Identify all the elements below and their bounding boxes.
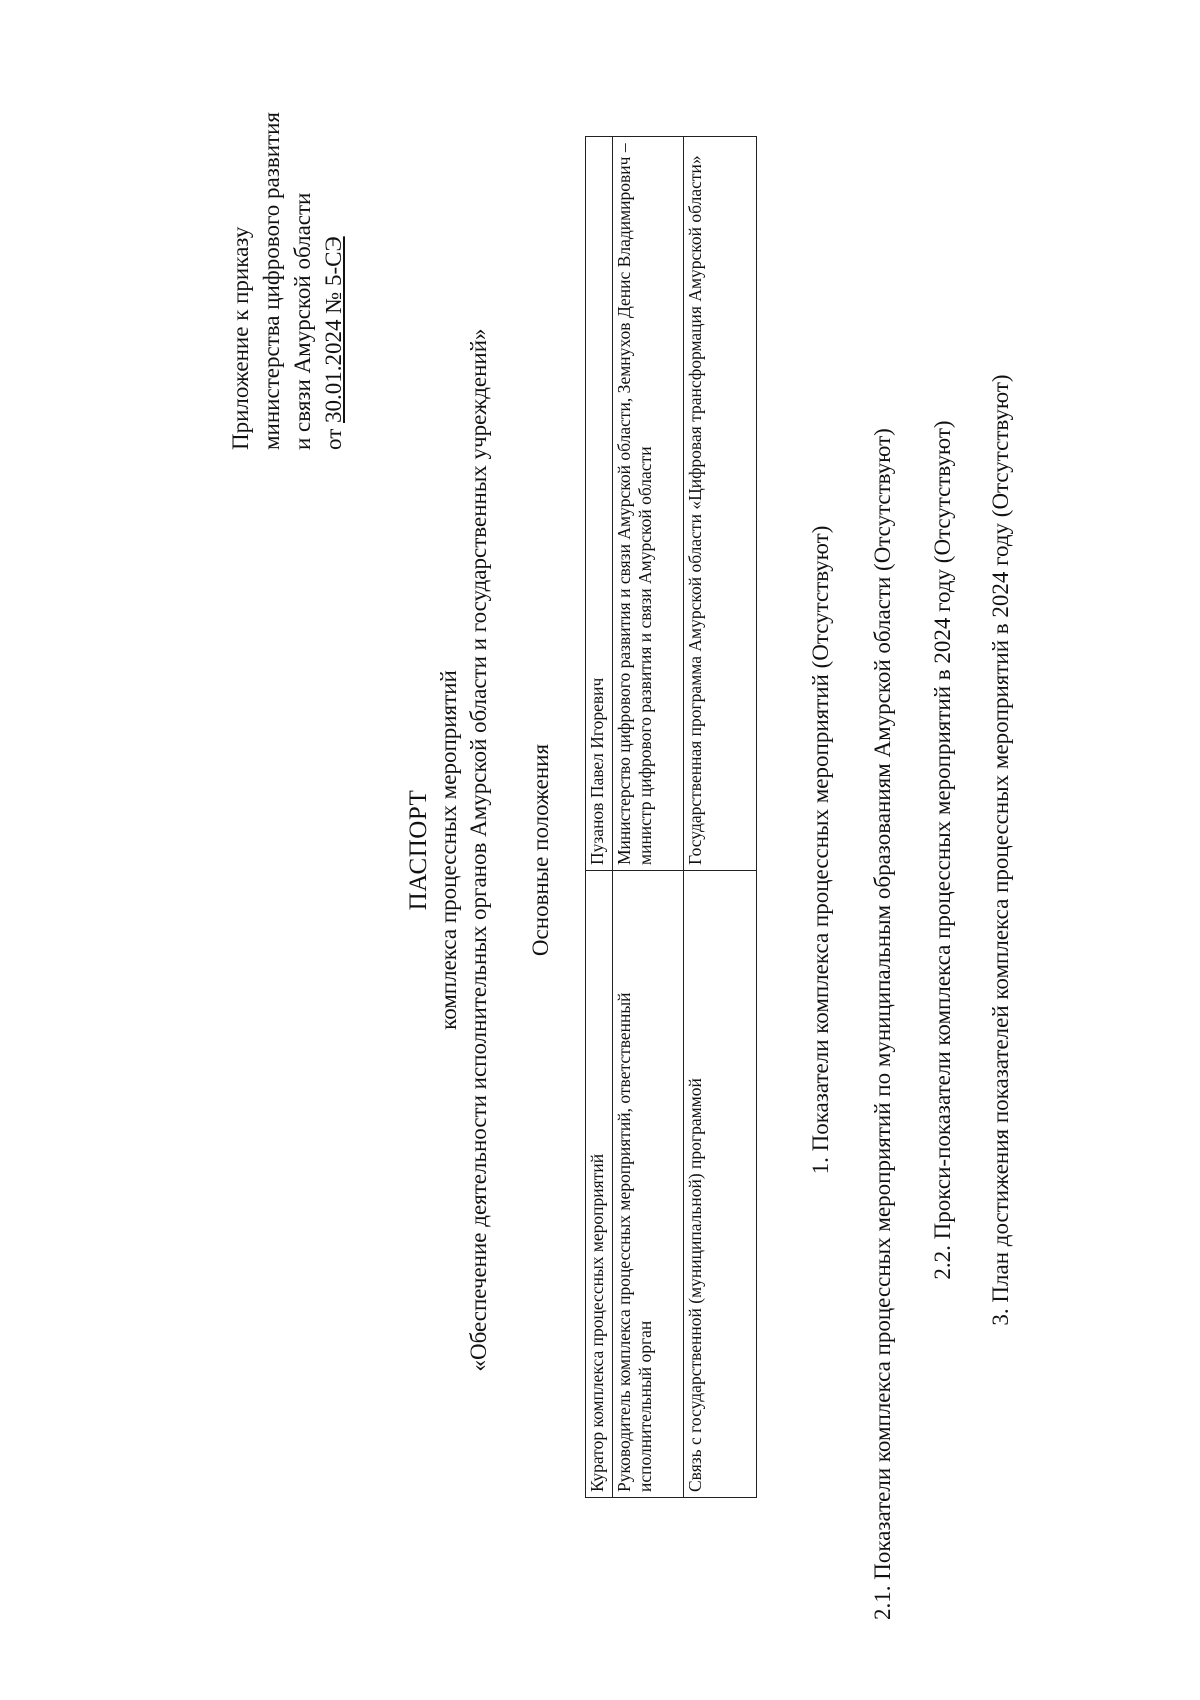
section-2-1-heading: 2.1. Показатели комплекса процессных мероприятий по муниципальным образованиям Амурской области (Отсутствуют) — [870, 428, 895, 1620]
table-cell-value: Пузанов Павел Игоревич — [586, 137, 613, 871]
page-title: ПАСПОРТ — [405, 789, 432, 911]
approval-date-prefix: от — [321, 423, 346, 450]
section-2-2-heading: 2.2. Прокси-показатели комплекса процессных мероприятий в 2024 году (Отсутствуют) — [930, 420, 955, 1280]
table-row — [613, 137, 684, 1498]
approval-block — [225, 112, 349, 450]
table-cell-value: Государственная программа Амурской области «Цифровая трансформация Амурской области» — [684, 137, 757, 871]
approval-line-1: Приложение к приказу — [228, 226, 253, 450]
approval-number: № 5-СЭ — [321, 236, 346, 320]
approval-date: 30.01.2024 — [321, 319, 346, 423]
table-cell-label: Связь с государственной (муниципальной) программой — [684, 871, 757, 1498]
main-provisions-table — [585, 136, 757, 1498]
page-subtitle: комплекса процессных мероприятий — [436, 670, 461, 1030]
table-cell-value: Министерство цифрового развития и связи Амурской области, Земнухов Денис Владимирович – министр цифрового развития и связи Амурской области — [613, 137, 684, 871]
complex-name: «Обеспечение деятельности исполнительных органов Амурской области и государственных учреждений» — [466, 328, 491, 1372]
table-row — [684, 137, 757, 1498]
section-1-heading: 1. Показатели комплекса процессных мероприятий (Отсутствуют) — [808, 525, 833, 1175]
main-provisions-heading: Основные положения — [528, 743, 553, 957]
section-3-heading: 3. План достижения показателей комплекса процессных мероприятий в 2024 году (Отсутствуют) — [988, 374, 1013, 1326]
table-cell-label: Руководитель комплекса процессных мероприятий, ответственный исполнительный орган — [613, 871, 684, 1498]
approval-date-line — [318, 112, 349, 450]
approval-line-3: и связи Амурской области — [290, 192, 315, 450]
approval-line-2: министерства цифрового развития — [259, 112, 284, 450]
table-cell-label: Куратор комплекса процессных мероприятий — [586, 871, 613, 1498]
table-row — [586, 137, 613, 1498]
